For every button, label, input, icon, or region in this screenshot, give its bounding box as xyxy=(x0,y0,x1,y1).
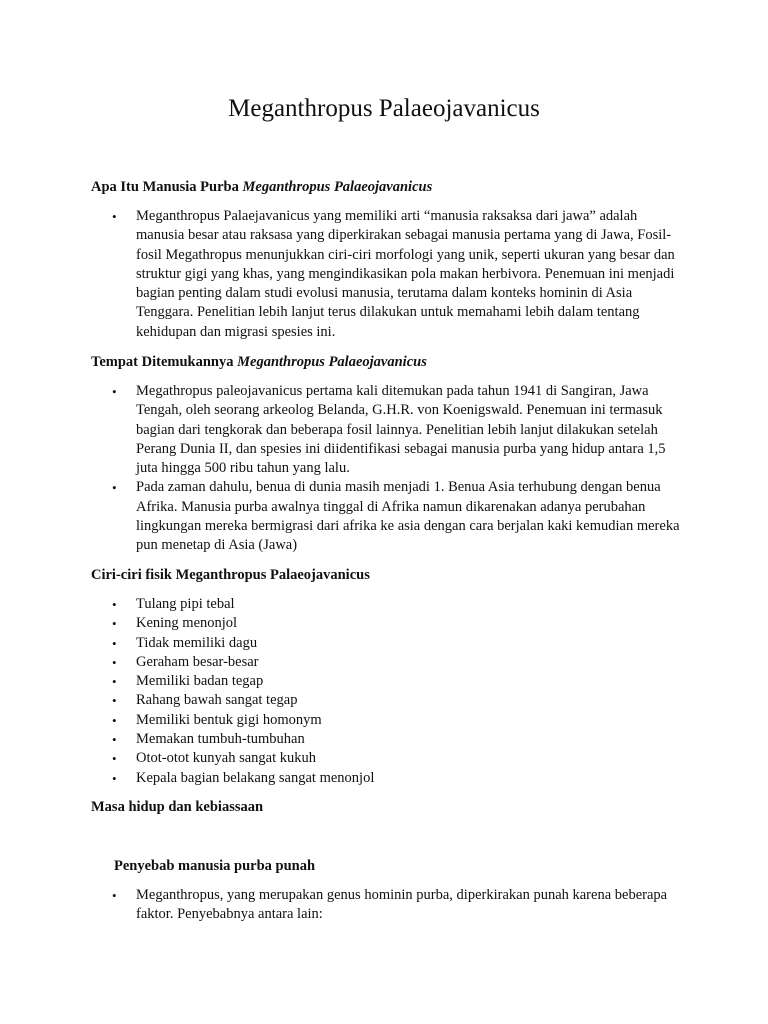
list-item xyxy=(91,207,681,342)
list-item xyxy=(91,749,681,768)
heading-italic-text: Meganthropus Palaeojavanicus xyxy=(242,179,433,195)
list-item-text: Tulang pipi tebal xyxy=(136,596,235,612)
list-item xyxy=(91,672,681,691)
list-item xyxy=(91,691,681,710)
section-heading-apa-itu xyxy=(91,178,432,197)
list-item xyxy=(91,595,681,614)
heading-italic-text: Meganthropus Palaeojavanicus xyxy=(237,354,427,370)
bullet-icon: • xyxy=(112,693,117,709)
list-item xyxy=(91,478,681,555)
list-item xyxy=(91,634,681,653)
list-item-text: Memakan tumbuh-tumbuhan xyxy=(136,731,305,748)
list-item xyxy=(91,614,681,633)
heading-text: Masa hidup dan kebiassaan xyxy=(91,799,264,815)
bullet-icon: • xyxy=(112,770,117,786)
list-item xyxy=(91,653,681,672)
list-item xyxy=(91,382,681,478)
list-item xyxy=(91,769,681,788)
list-item-text: Geraham besar-besar xyxy=(136,653,259,670)
section-heading-tempat xyxy=(91,353,427,372)
section-list-apa-itu xyxy=(91,207,681,342)
bullet-icon: • xyxy=(112,712,117,728)
list-item xyxy=(91,730,681,749)
list-item-text: Kepala bagian belakang sangat menonjol xyxy=(136,769,375,786)
list-item-text: Memiliki bentuk gigi homonym xyxy=(136,711,322,728)
bullet-icon: • xyxy=(112,209,117,224)
bullet-icon: • xyxy=(108,383,120,400)
list-item-text: Meganthropus Palaejavanicus yang memiliki arti “manusia raksaksa dari jawa” adalah manusia besar atau raksasa yang diperkirakan sebagai manusia pertama yang di Jawa, Fosil-fosil Megathropus menunjukkan ciri-ciri morfologi yang unik, seperti ukuran yang besar dan struktur gigi yang khas, yang mengindikasikan pola makan herbivora. Penemuan ini menjadi bagian penting dalam studi evolusi manusia, terutama dalam konteks hominin di Asia Tenggara. Penelitian lebih lanjut terus dilakukan untuk memahami lebih dalam tentang kehidupan dan migrasi spesies ini. xyxy=(136,208,675,340)
list-item-text: Kening menonjol xyxy=(136,615,238,632)
section-heading-penyebab-punah xyxy=(114,857,315,876)
bullet-icon: • xyxy=(112,597,117,612)
bullet-icon: • xyxy=(108,480,120,496)
list-item-text: Pada zaman dahulu, benua di dunia masih menjadi 1. Benua Asia terhubung dengan benua Afrika. Manusia purba awalnya tinggal di Afrika namun dikarenakan adanya perubahan lingkungan mereka bermigrasi dari afrika ke asia dengan cara berjalan kaki kemudian mereka pun menetap di Asia (Jawa) xyxy=(136,479,680,554)
section-list-tempat xyxy=(91,382,681,556)
list-item-text: Meganthropus, yang merupakan genus hominin purba, diperkirakan punah karena beberapa faktor. Penyebabnya antara lain: xyxy=(136,887,668,923)
bullet-icon: • xyxy=(112,888,117,903)
list-item xyxy=(91,711,681,730)
bullet-icon: • xyxy=(112,616,117,632)
section-list-penyebab-punah xyxy=(91,886,681,925)
list-item xyxy=(91,886,681,925)
bullet-icon: • xyxy=(112,654,117,670)
section-heading-ciri-ciri xyxy=(91,566,370,585)
bullet-icon: • xyxy=(112,635,117,651)
list-item-text: Memiliki badan tegap xyxy=(136,673,264,690)
bullet-icon: • xyxy=(112,751,117,767)
bullet-icon: • xyxy=(112,732,117,748)
section-list-ciri-ciri xyxy=(91,595,681,788)
document-title: Meganthropus Palaeojavanicus xyxy=(228,95,540,122)
section-heading-masa-hidup xyxy=(91,798,263,817)
heading-text: Tempat Ditemukannya xyxy=(91,354,238,370)
heading-text: Apa Itu Manusia Purba xyxy=(91,179,243,195)
heading-text: Penyebab manusia purba punah xyxy=(114,858,316,874)
list-item-text: Tidak memiliki dagu xyxy=(136,634,258,651)
list-item-text: Rahang bawah sangat tegap xyxy=(136,692,298,709)
list-item-text: Megathropus paleojavanicus pertama kali ditemukan pada tahun 1941 di Sangiran, Jawa Tengah, oleh seorang arkeolog Belanda, G.H.R. von Koenigswald. Penemuan ini termasuk bagian dari tengkorak dan beberapa fosil lainnya. Penelitian lebih lanjut dilakukan setelah Perang Dunia II, dan spesies ini diidentifikasi sebagai manusia purba yang hidup antara 1,5 juta hingga 500 ribu tahun yang lalu. xyxy=(136,383,666,477)
list-item-text: Otot-otot kunyah sangat kukuh xyxy=(136,750,317,767)
bullet-icon: • xyxy=(112,674,117,690)
heading-text: Ciri-ciri fisik Meganthropus Palaeojavanicus xyxy=(91,567,370,583)
